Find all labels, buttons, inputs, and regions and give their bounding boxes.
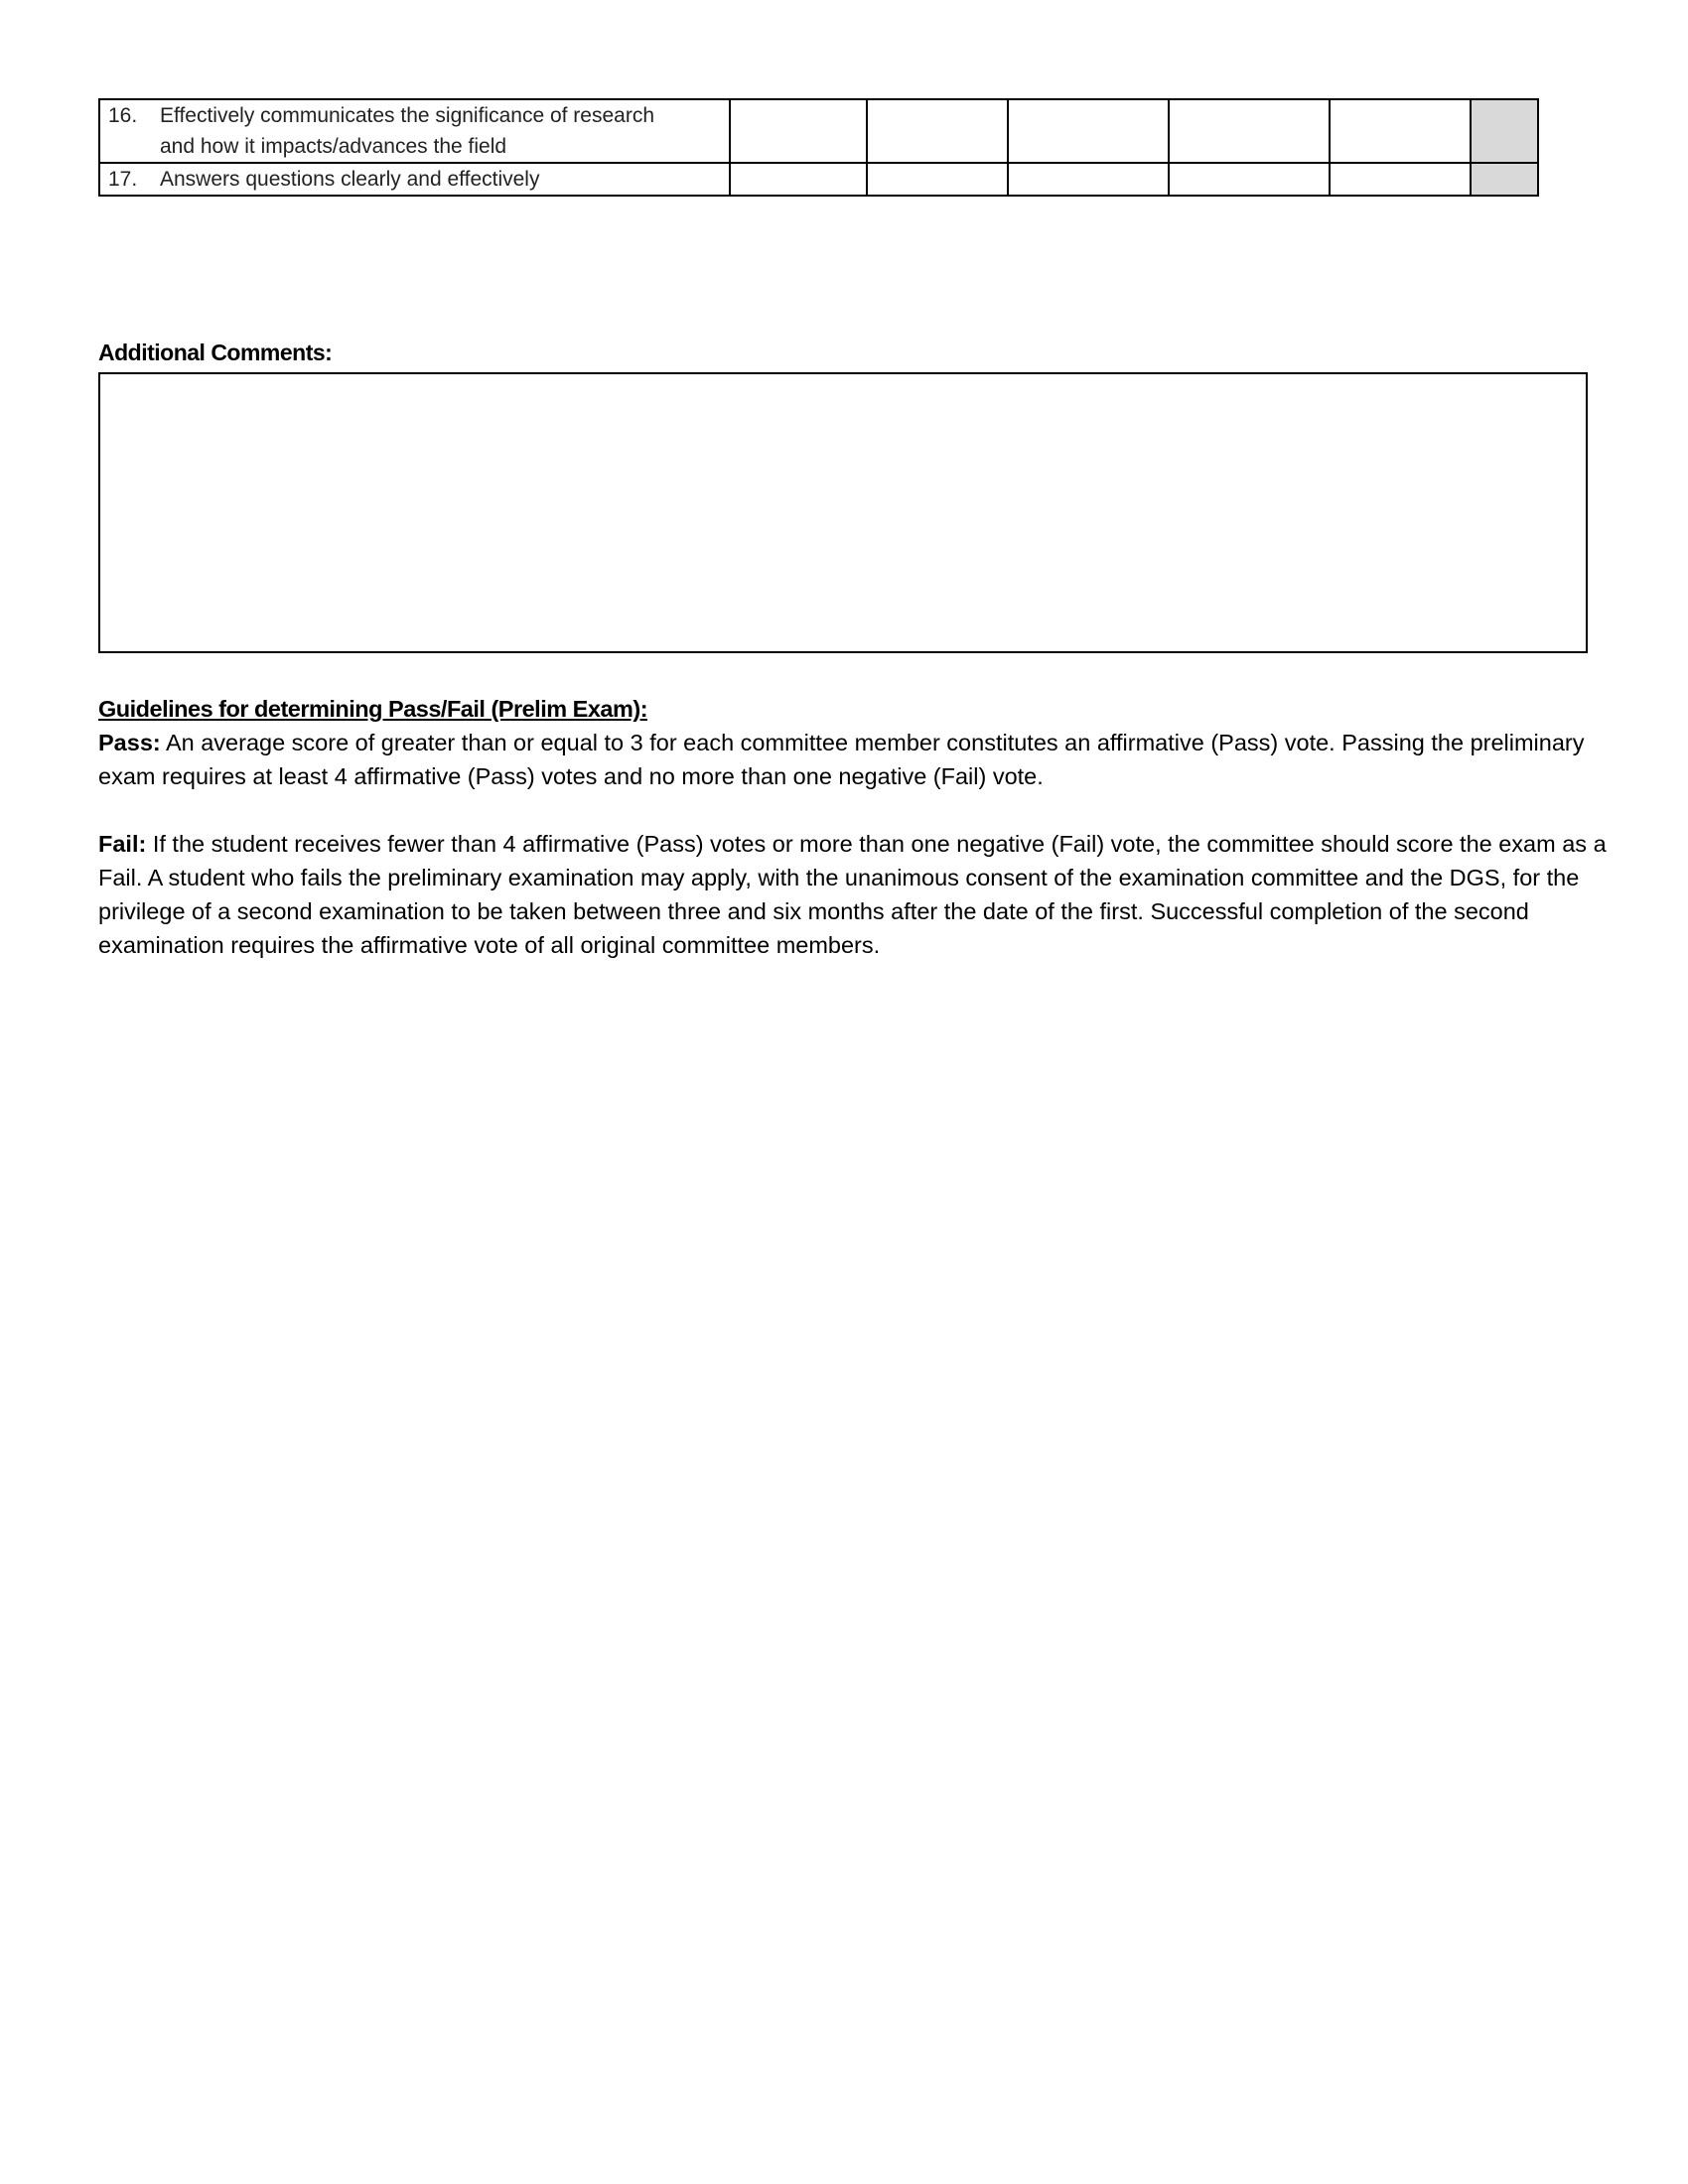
score-cell[interactable]: [1008, 99, 1169, 163]
score-cell[interactable]: [730, 99, 867, 163]
criterion-text-line: and how it impacts/advances the field: [160, 135, 507, 158]
fail-paragraph: [98, 827, 1608, 962]
guidelines-section: [98, 692, 1608, 962]
table-row: [99, 99, 1538, 163]
score-cell[interactable]: [1169, 99, 1330, 163]
shaded-cell: [1471, 99, 1538, 163]
guidelines-title: Guidelines for determining Pass/Fail (Prelim Exam):: [98, 696, 648, 722]
shaded-cell: [1471, 163, 1538, 196]
criterion-cell: [99, 163, 730, 196]
rubric-table: [98, 98, 1539, 197]
criterion-text: Answers questions clearly and effectively: [160, 168, 540, 191]
comments-label: Additional Comments:: [98, 340, 333, 365]
criterion-text: [160, 100, 725, 162]
pass-term: Pass:: [98, 730, 161, 755]
score-cell[interactable]: [730, 163, 867, 196]
table-row: [99, 163, 1538, 196]
criterion-number: 16.: [108, 104, 138, 127]
criterion-text-line: Effectively communicates the significance of research: [160, 104, 655, 127]
score-cell[interactable]: [1330, 99, 1471, 163]
score-cell[interactable]: [1330, 163, 1471, 196]
fail-term: Fail:: [98, 831, 147, 857]
pass-text: An average score of greater than or equal to 3 for each committee member constitutes an affirmative (Pass) vote. Passing the preliminary exam requires at least 4 affirmative (Pass) votes and no more than one negative (Fail) vote.: [98, 730, 1585, 789]
score-cell[interactable]: [1008, 163, 1169, 196]
score-cell[interactable]: [1169, 163, 1330, 196]
score-cell[interactable]: [867, 99, 1008, 163]
score-cell[interactable]: [867, 163, 1008, 196]
fail-text: If the student receives fewer than 4 affirmative (Pass) votes or more than one negative (Fail) vote, the committee should score the exam as a Fail. A student who fails the preliminary examination may apply, with the unanimous consent of the examination committee and the DGS, for the privilege of a second examination to be taken between three and six months after the date of the first. Successful completion of the second examination requires the affirmative vote of all original committee members.: [98, 831, 1607, 958]
criterion-number: 17.: [108, 168, 138, 191]
criterion-cell: [99, 99, 730, 163]
comments-box[interactable]: [98, 372, 1588, 653]
pass-paragraph: [98, 726, 1608, 793]
